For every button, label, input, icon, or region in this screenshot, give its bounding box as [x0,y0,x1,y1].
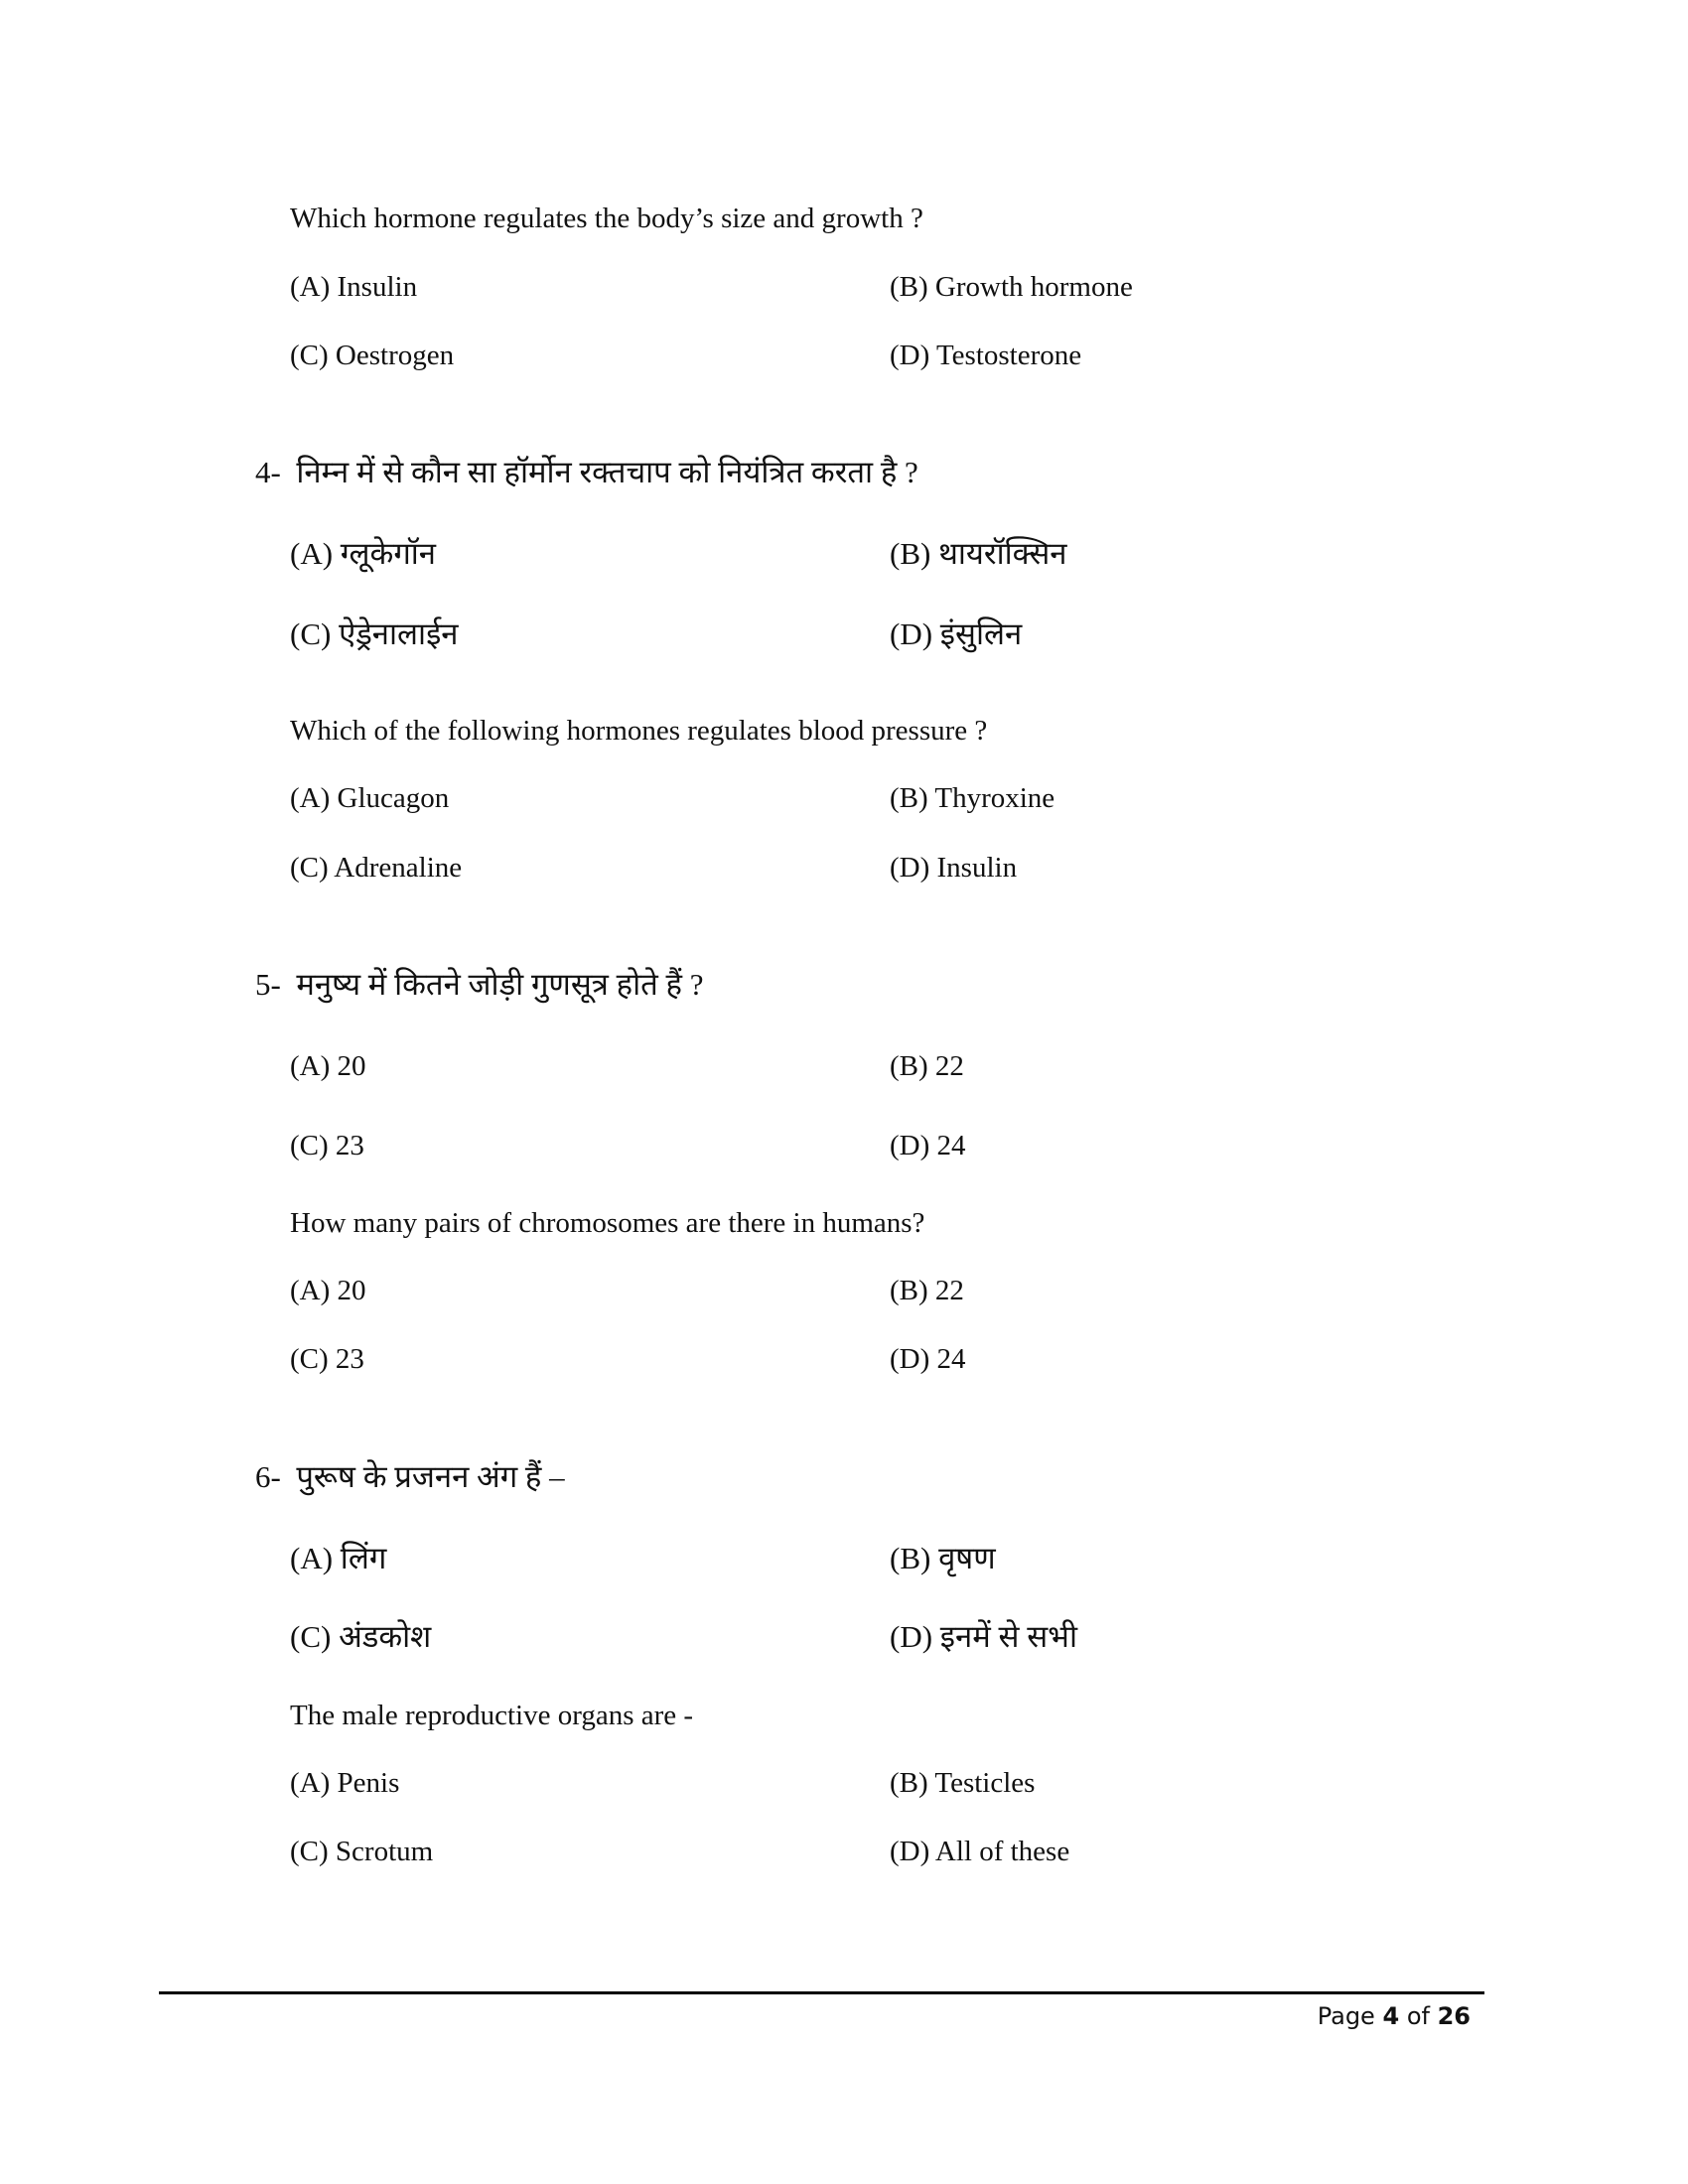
option-d: (D) Testosterone [890,340,1082,371]
option-b: (B) Growth hormone [890,271,1133,303]
option-b-hindi: (B) 22 [890,1050,964,1082]
option-c: (C) Adrenaline [290,852,463,884]
option-c: (C) Scrotum [290,1836,434,1867]
question-number [255,455,918,490]
question-text-hindi: निम्न में से कौन सा हॉर्मोन रक्तचाप को नियंत्रित करता है ? [296,455,918,489]
page-label: Page [1317,2002,1375,2030]
question-text: How many pairs of chromosomes are there in humans? [290,1207,925,1239]
option-c: (C) 23 [290,1343,364,1375]
option-c-hindi: (C) अंडकोश [290,1619,432,1654]
option-c: (C) Oestrogen [290,340,455,371]
total-pages: 26 [1437,2002,1471,2030]
question-text: Which of the following hormones regulates blood pressure ? [290,715,988,747]
option-d: (D) 24 [890,1343,966,1375]
question-text: Which hormone regulates the body’s size and growth ? [290,203,923,234]
question-text: The male reproductive organs are - [290,1700,694,1731]
current-page: 4 [1382,2002,1400,2030]
option-d: (D) Insulin [890,852,1018,884]
option-a-hindi: (A) 20 [290,1050,366,1082]
option-a: (A) Penis [290,1767,400,1799]
option-d-hindi: (D) 24 [890,1130,966,1161]
question-number [255,967,704,1003]
option-d-hindi: (D) इनमें से सभी [890,1619,1077,1654]
question-number-text: 4- [255,455,281,489]
question-text-hindi: मनुष्य में कितने जोड़ी गुणसूत्र होते हैं ? [296,967,704,1002]
question-number-text: 5- [255,967,281,1002]
option-d: (D) All of these [890,1836,1070,1867]
page-number [1318,2002,1471,2030]
option-a: (A) Glucagon [290,782,450,814]
option-a-hindi: (A) ग्लूकेगॉन [290,536,437,571]
footer-divider [159,1991,1484,1994]
option-a-hindi: (A) लिंग [290,1541,387,1575]
option-a: (A) Insulin [290,271,418,303]
of-label: of [1406,2002,1430,2030]
option-b: (B) 22 [890,1275,964,1306]
option-b-hindi: (B) थायरॉक्सिन [890,536,1067,571]
option-c-hindi: (C) ऐड्रेनालाईन [290,616,459,651]
question-text-hindi: पुरूष के प्रजनन अंग हैं – [296,1459,565,1494]
option-b: (B) Thyroxine [890,782,1055,814]
option-b-hindi: (B) वृषण [890,1541,996,1575]
question-number [255,1459,565,1495]
option-a: (A) 20 [290,1275,366,1306]
option-d-hindi: (D) इंसुलिन [890,616,1023,651]
question-number-text: 6- [255,1459,281,1494]
option-b: (B) Testicles [890,1767,1036,1799]
option-c-hindi: (C) 23 [290,1130,364,1161]
